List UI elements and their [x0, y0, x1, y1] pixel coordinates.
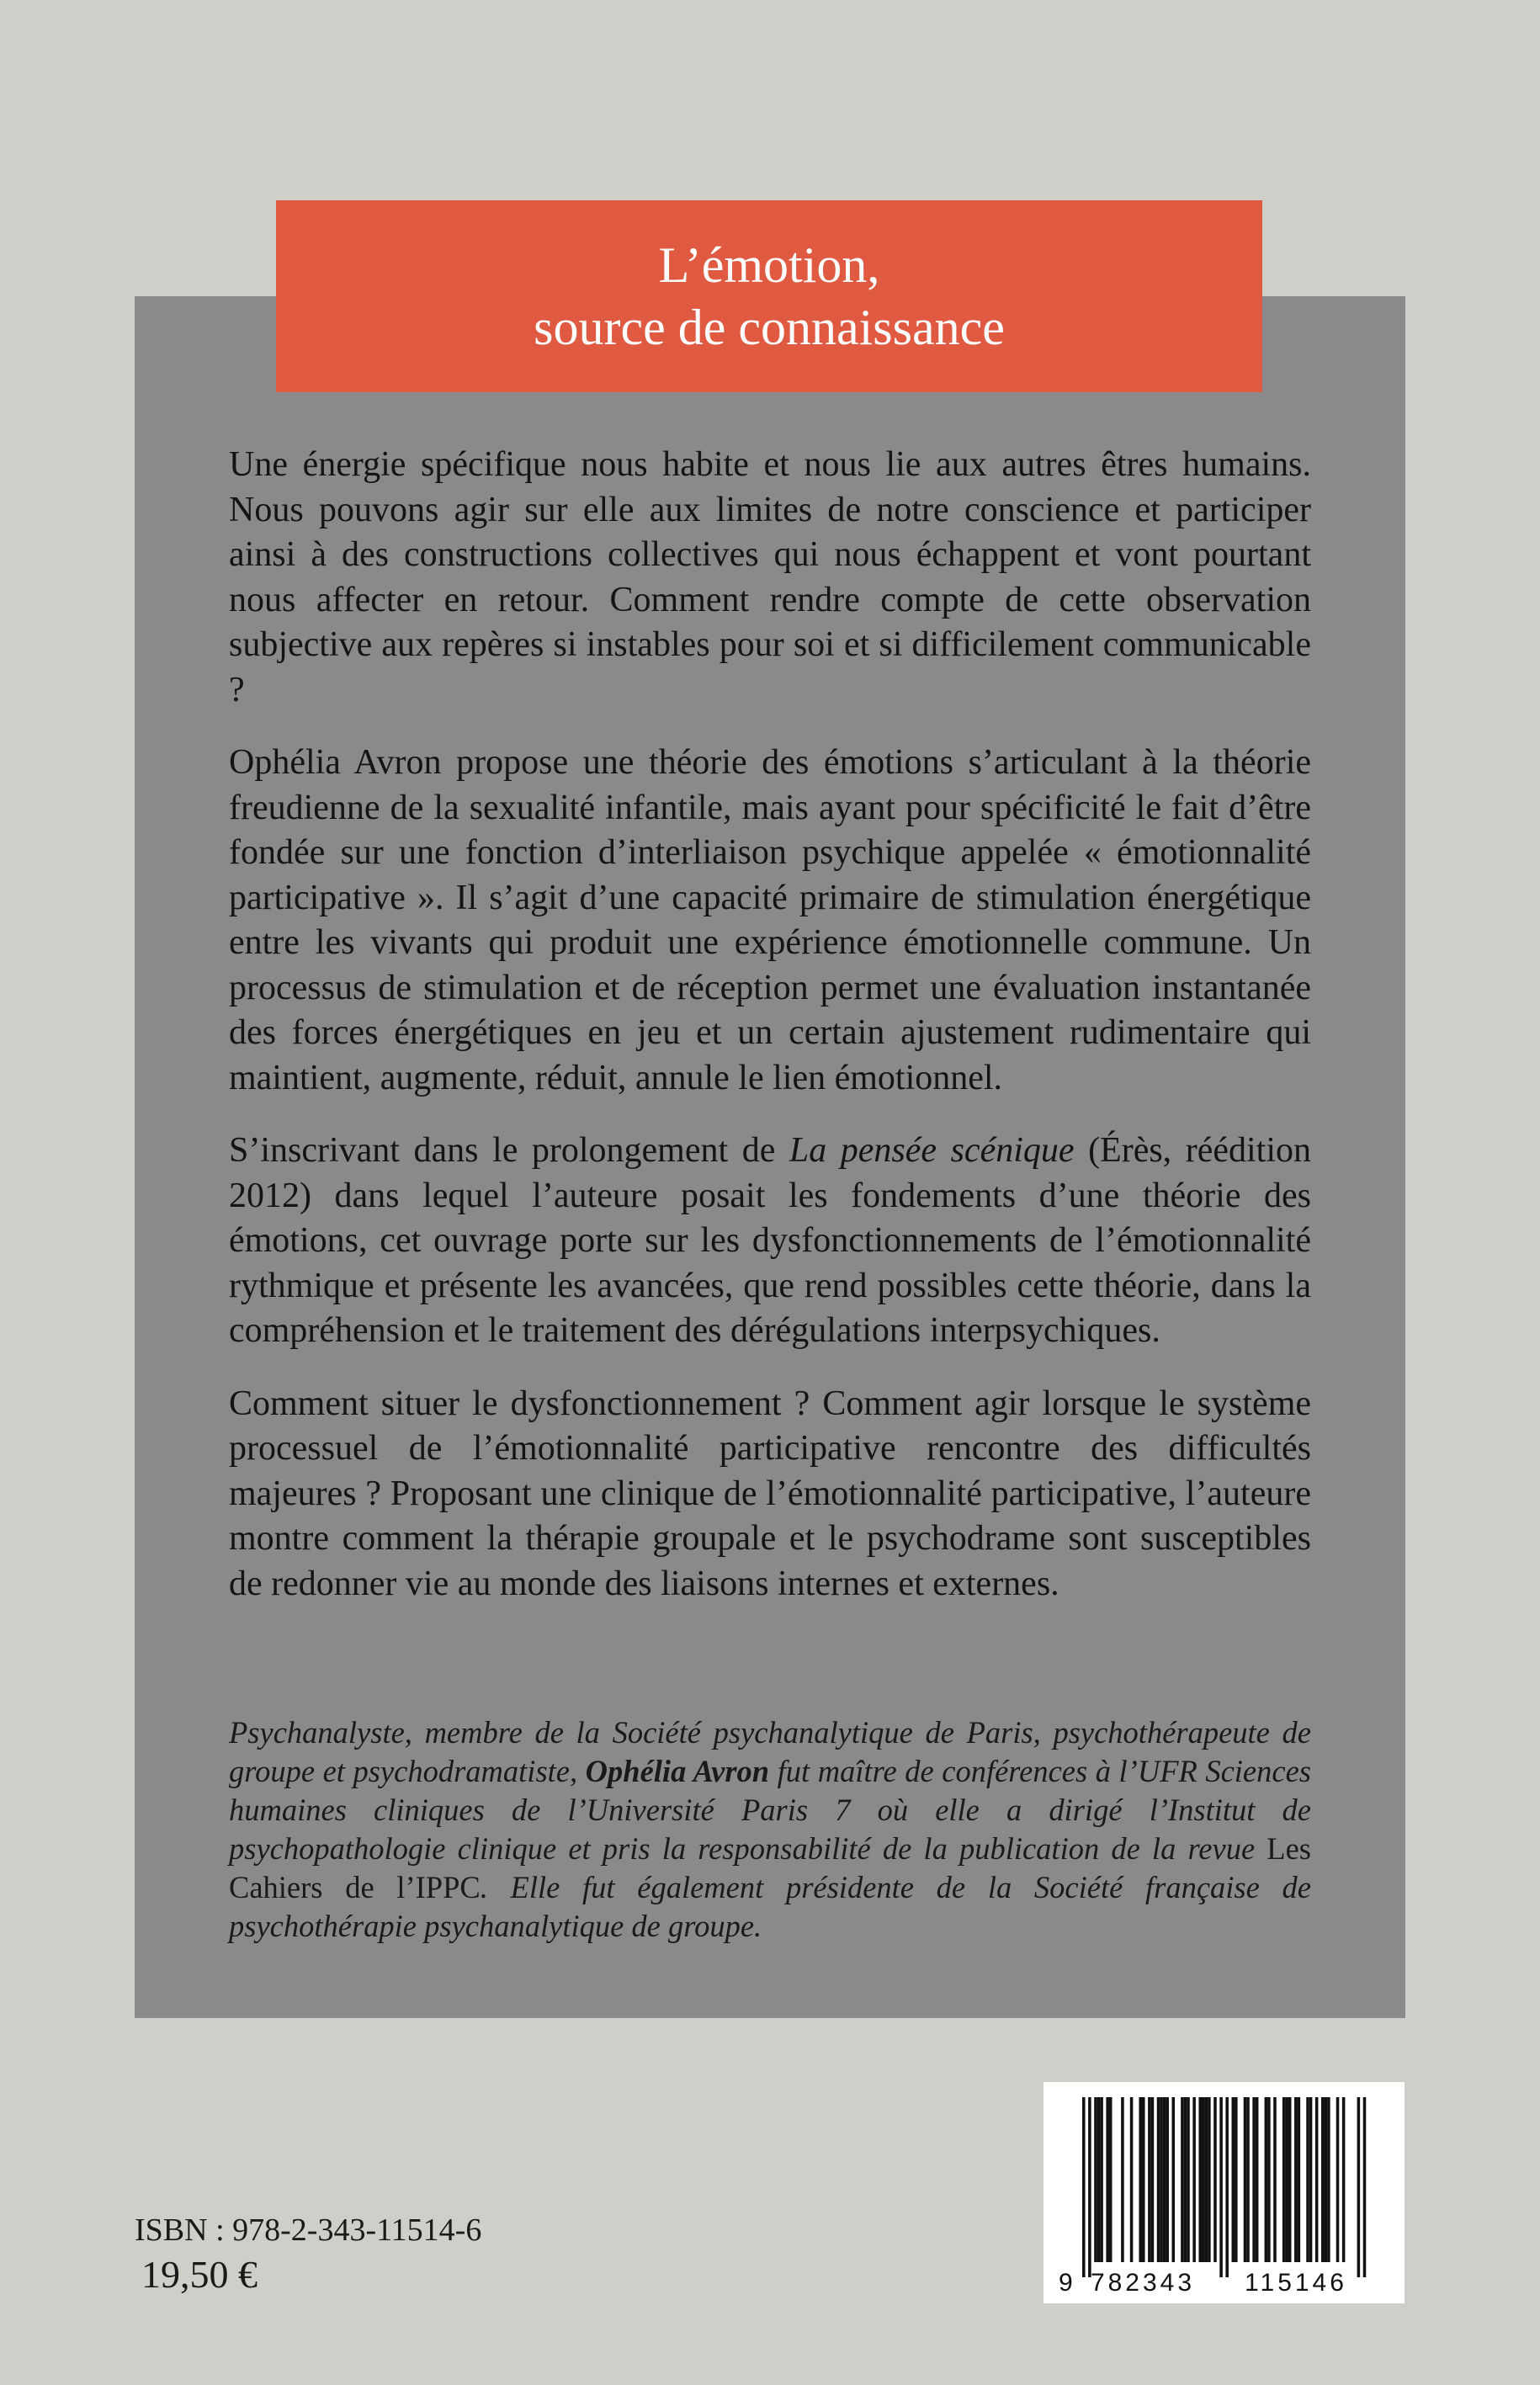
book-title-reference: La pensée scénique	[789, 1131, 1075, 1170]
barcode-bar	[1205, 2097, 1208, 2262]
author-name: Ophélia Avron	[585, 1754, 770, 1788]
blurb-paragraph-3	[229, 1129, 1311, 1354]
barcode-bar	[1327, 2097, 1330, 2262]
barcode-bar	[1094, 2097, 1097, 2262]
title-line-2: source de connaissance	[534, 300, 1005, 355]
blurb	[229, 443, 1311, 1634]
barcode-bar	[1121, 2097, 1124, 2262]
barcode-bar	[1142, 2097, 1145, 2262]
barcode-bar	[1321, 2097, 1325, 2262]
bio-part-3: . Elle fut également présidente de la Société française de psychothérapie psychanalytique de groupe.	[229, 1870, 1311, 1943]
barcode-bar	[1285, 2097, 1288, 2262]
barcode-bar	[1208, 2097, 1211, 2262]
barcode-bar	[1130, 2097, 1134, 2262]
barcode-bar	[1325, 2097, 1328, 2262]
barcode-bar	[1151, 2097, 1155, 2262]
barcode-bar	[1294, 2097, 1298, 2262]
barcode-bar	[1160, 2097, 1163, 2262]
barcode-bar	[1187, 2097, 1190, 2262]
barcode-bar	[1256, 2097, 1259, 2262]
barcode-guard-bar	[1225, 2097, 1229, 2277]
blurb-paragraph-2: Ophélia Avron propose une théorie des émotions s’articulant à la théorie freudienne de la sexualité infantile, mais ayant pour spécificité le fait d’être fondée sur une fonction d’interliaison psychique appelée « émotionnalité participative ». Il s’agit d’une capacité primaire de stimulation énergétique entre les vivants qui produit une expérience émotionnelle commune. Un processus de stimulation et de réception permet une évaluation instantanée des forces énergétiques en jeu et un certain ajustement rudimentaire qui maintient, augmente, réduit, annule le lien émotionnel.	[229, 743, 1311, 1097]
bio-part-1: Psychanalyste, membre de la Société psychanalytique de Paris, psychothérapeute de groupe et psychodramatiste,	[229, 1715, 1311, 1788]
barcode-bar	[1342, 2097, 1346, 2262]
blurb-paragraph-4: Comment situer le dysfonctionnement ? Comment agir lorsque le système processuel de l’émotionnalité participative rencontre des difficultés majeures ? Proposant une clinique de l’émotionnalité participative, l’auteure montre comment la thérapie groupale et le psychodrame sont susceptibles de redonner vie au monde des liaisons internes et externes.	[229, 1384, 1311, 1603]
barcode-guard-bar	[1219, 2097, 1223, 2277]
barcode-guard-bar	[1088, 2097, 1091, 2277]
barcode-bar	[1163, 2097, 1166, 2262]
price-label: 19,50 €	[141, 2253, 258, 2296]
barcode-bar	[1246, 2097, 1250, 2262]
barcode-bar	[1282, 2097, 1286, 2262]
barcode-bar	[1109, 2097, 1113, 2262]
blurb-paragraph-1: Une énergie spécifique nous habite et nous lie aux autres êtres humains. Nous pouvons agir sur elle aux limites de notre conscience et participer ainsi à des constructions collectives qui nous échappent et vont pourtant nous affecter en retour. Comment rendre compte de cette observation subjective aux repères si instables pour soi et si difficilement communicable ?	[229, 445, 1311, 709]
title-line-1: L’émotion,	[658, 237, 880, 293]
barcode-bar	[1315, 2097, 1319, 2262]
barcode-bar	[1267, 2097, 1271, 2262]
barcode-bar	[1202, 2097, 1205, 2262]
paragraph-3-before: S’inscrivant dans le prolongement de	[229, 1131, 789, 1170]
barcode-guard-bar	[1363, 2097, 1367, 2277]
barcode-bar	[1097, 2097, 1101, 2262]
author-bio	[229, 1713, 1311, 1946]
paragraph-3-after: (Érès, réédition 2012) dans lequel l’auteure posait les fondements d’une théorie des émotions, cet ouvrage porte sur les dysfonctionnements de l’émotionnalité rythmique et présente les avancées, que rend possibles cette théorie, dans la compréhension et le traitement des dérégulations interpsychiques.	[229, 1131, 1311, 1350]
barcode-first-digit: 9	[1059, 2269, 1073, 2297]
barcode-bar	[1157, 2097, 1160, 2262]
barcode-bar	[1192, 2097, 1196, 2262]
barcode-bar	[1298, 2097, 1301, 2262]
barcode-bar	[1252, 2097, 1256, 2262]
barcode-bar	[1288, 2097, 1292, 2262]
barcode-bar	[1172, 2097, 1176, 2262]
barcode-bar	[1100, 2097, 1103, 2262]
title-banner	[276, 200, 1262, 392]
barcode-guard-bar	[1082, 2097, 1086, 2277]
barcode-bar	[1139, 2097, 1142, 2262]
barcode-bar	[1265, 2097, 1268, 2262]
barcode-bar	[1213, 2097, 1217, 2262]
barcode-bar	[1336, 2097, 1340, 2262]
barcode-bar	[1309, 2097, 1313, 2262]
barcode	[1043, 2082, 1405, 2303]
isbn-label: ISBN : 978-2-343-11514-6	[135, 2212, 482, 2248]
barcode-bar	[1148, 2097, 1151, 2262]
barcode-group-1: 782343	[1090, 2269, 1196, 2297]
journal-name: Les Cahiers de l’IPPC	[229, 1831, 1311, 1904]
barcode-bar	[1184, 2097, 1187, 2262]
barcode-bar	[1198, 2097, 1202, 2262]
barcode-bar	[1244, 2097, 1247, 2262]
bio-part-2: fut maître de conférences à l’UFR Sciences humaines cliniques de l’Université Paris 7 où elle a dirigé l’Institut de psychopathologie clinique et pris la responsabilité de la publication de la revue	[229, 1754, 1311, 1866]
barcode-bar	[1273, 2097, 1277, 2262]
barcode-guard-bar	[1357, 2097, 1361, 2277]
barcode-graphic	[1043, 2082, 1405, 2303]
barcode-bar	[1306, 2097, 1309, 2262]
barcode-group-2: 115146	[1245, 2269, 1347, 2297]
barcode-bar	[1106, 2097, 1109, 2262]
barcode-bar	[1232, 2097, 1235, 2262]
barcode-bar	[1181, 2097, 1184, 2262]
barcode-bar	[1166, 2097, 1169, 2262]
barcode-bar	[1235, 2097, 1238, 2262]
